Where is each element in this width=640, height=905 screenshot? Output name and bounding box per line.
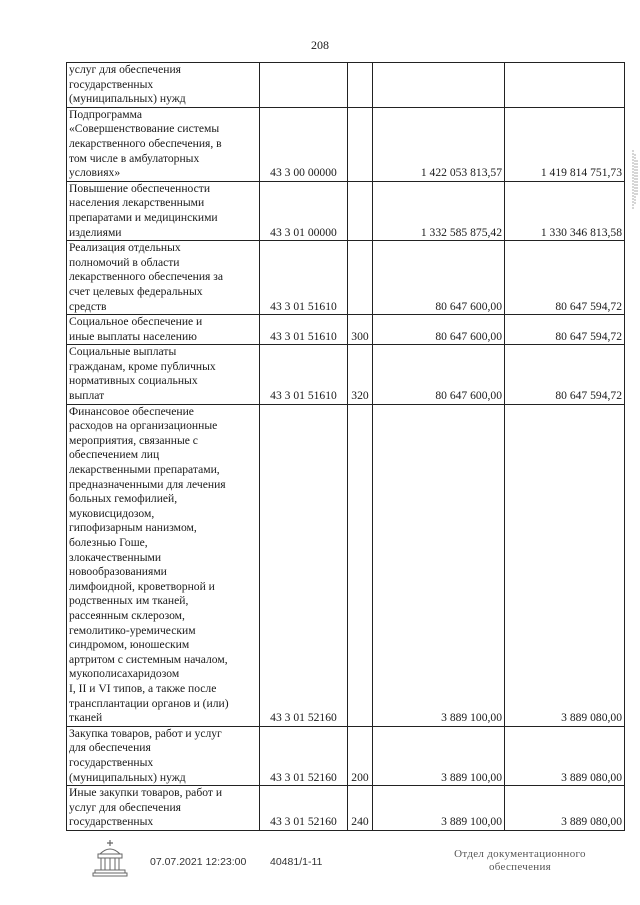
expense-type-code: 200 bbox=[351, 770, 369, 784]
budget-table bbox=[66, 62, 625, 831]
planned-amount-cell bbox=[373, 345, 505, 404]
expense-type-code-cell bbox=[348, 181, 373, 240]
planned-amount: 3 889 100,00 bbox=[441, 815, 502, 829]
expense-type-code: 240 bbox=[351, 815, 369, 829]
executed-amount: 80 647 594,72 bbox=[555, 329, 622, 343]
planned-amount: 80 647 600,00 bbox=[435, 329, 502, 343]
expense-name-cell bbox=[67, 241, 260, 315]
expense-name-cell bbox=[67, 63, 260, 108]
executed-amount: 3 889 080,00 bbox=[561, 770, 622, 784]
planned-amount: 80 647 600,00 bbox=[435, 299, 502, 313]
executed-amount-cell bbox=[505, 786, 625, 831]
executed-amount: 80 647 594,72 bbox=[555, 299, 622, 313]
target-article-code-cell bbox=[260, 345, 348, 404]
target-article-code-cell bbox=[260, 107, 348, 181]
planned-amount: 1 332 585 875,42 bbox=[420, 225, 502, 239]
executed-amount: 1 330 346 813,58 bbox=[540, 225, 622, 239]
expense-name-cell bbox=[67, 315, 260, 345]
table-row bbox=[67, 241, 625, 315]
target-article-code: 43 3 00 00000 bbox=[270, 166, 337, 180]
table-row bbox=[67, 345, 625, 404]
table-row bbox=[67, 63, 625, 108]
executed-amount-cell bbox=[505, 726, 625, 785]
expense-type-code-cell bbox=[348, 107, 373, 181]
planned-amount-cell bbox=[373, 404, 505, 726]
expense-name-cell bbox=[67, 404, 260, 726]
expense-name: Повышение обеспеченности населения лекарственными препаратами и медицинскими изделиями bbox=[69, 181, 218, 239]
expense-type-code-cell bbox=[348, 404, 373, 726]
executed-amount-cell bbox=[505, 404, 625, 726]
planned-amount-cell bbox=[373, 786, 505, 831]
expense-type-code: 320 bbox=[351, 389, 369, 403]
table-row bbox=[67, 107, 625, 181]
expense-name: Финансовое обеспечение расходов на организационные мероприятия, связанные с обеспечением лиц лекарственными препаратами, предназначенными для лечения больных гемофилией, муковисцидозом, гипофизарным нанизмом, болезнью Гоше, злокачественными новообразованиями лимфоидной, кроветворной и родственных им тканей, рассеянным склерозом, гемолитико-уремическим синдромом, юношеским артритом с системным началом, мукополисахаридозом I, II и VI типов, а также после трансплантации органов и (или) тканей bbox=[69, 404, 229, 725]
footer-date: 07.07.2021 12:23:00 bbox=[150, 856, 247, 868]
planned-amount: 3 889 100,00 bbox=[441, 770, 502, 784]
table-row bbox=[67, 786, 625, 831]
target-article-code-cell bbox=[260, 786, 348, 831]
target-article-code-cell bbox=[260, 241, 348, 315]
executed-amount-cell bbox=[505, 345, 625, 404]
target-article-code: 43 3 01 00000 bbox=[270, 225, 337, 239]
executed-amount: 1 419 814 751,73 bbox=[540, 166, 622, 180]
budget-table-body bbox=[67, 63, 625, 831]
expense-name: услуг для обеспечения государственных (муниципальных) нужд bbox=[69, 63, 186, 106]
executed-amount-cell bbox=[505, 181, 625, 240]
expense-type-code-cell bbox=[348, 786, 373, 831]
planned-amount: 80 647 600,00 bbox=[435, 389, 502, 403]
executed-amount: 3 889 080,00 bbox=[561, 815, 622, 829]
expense-name: Социальные выплаты гражданам, кроме публичных нормативных социальных выплат bbox=[69, 345, 216, 403]
target-article-code: 43 3 01 51610 bbox=[270, 299, 337, 313]
expense-type-code-cell bbox=[348, 63, 373, 108]
target-article-code: 43 3 01 51610 bbox=[270, 329, 337, 343]
footer-doc-number: 40481/1-11 bbox=[270, 856, 323, 868]
expense-name-cell bbox=[67, 181, 260, 240]
expense-name: Иные закупки товаров, работ и услуг для обеспечения государственных bbox=[69, 786, 223, 829]
planned-amount-cell bbox=[373, 726, 505, 785]
executed-amount-cell bbox=[505, 107, 625, 181]
target-article-code-cell bbox=[260, 726, 348, 785]
target-article-code: 43 3 01 51610 bbox=[270, 389, 337, 403]
planned-amount: 3 889 100,00 bbox=[441, 711, 502, 725]
table-row bbox=[67, 404, 625, 726]
expense-name-cell bbox=[67, 107, 260, 181]
expense-type-code-cell bbox=[348, 241, 373, 315]
planned-amount: 1 422 053 813,57 bbox=[420, 166, 502, 180]
emblem-icon bbox=[92, 838, 128, 878]
department-stamp bbox=[440, 848, 600, 874]
table-row bbox=[67, 726, 625, 785]
target-article-code-cell bbox=[260, 181, 348, 240]
department-stamp-text: Отдел документационного обеспечения bbox=[454, 848, 586, 873]
executed-amount: 3 889 080,00 bbox=[561, 711, 622, 725]
expense-name: Подпрограмма «Совершенствование системы лекарственного обеспечения, в том числе в амбулаторных условиях» bbox=[69, 107, 222, 180]
target-article-code: 43 3 01 52160 bbox=[270, 815, 337, 829]
table-row bbox=[67, 181, 625, 240]
planned-amount-cell bbox=[373, 181, 505, 240]
target-article-code-cell bbox=[260, 315, 348, 345]
target-article-code-cell bbox=[260, 404, 348, 726]
expense-name: Закупка товаров, работ и услуг для обеспечения государственных (муниципальных) нужд bbox=[69, 726, 222, 784]
expense-name-cell bbox=[67, 786, 260, 831]
planned-amount-cell bbox=[373, 63, 505, 108]
expense-name: Реализация отдельных полномочий в области лекарственного обеспечения за счет целевых федеральных средств bbox=[69, 241, 223, 313]
executed-amount-cell bbox=[505, 241, 625, 315]
scan-edge-marks bbox=[632, 150, 638, 210]
expense-name: Социальное обеспечение и иные выплаты населению bbox=[69, 315, 203, 343]
planned-amount-cell bbox=[373, 315, 505, 345]
executed-amount: 80 647 594,72 bbox=[555, 389, 622, 403]
expense-type-code-cell bbox=[348, 315, 373, 345]
expense-type-code-cell bbox=[348, 726, 373, 785]
executed-amount-cell bbox=[505, 315, 625, 345]
expense-name-cell bbox=[67, 345, 260, 404]
expense-name-cell bbox=[67, 726, 260, 785]
target-article-code: 43 3 01 52160 bbox=[270, 770, 337, 784]
planned-amount-cell bbox=[373, 107, 505, 181]
target-article-code-cell bbox=[260, 63, 348, 108]
expense-type-code-cell bbox=[348, 345, 373, 404]
planned-amount-cell bbox=[373, 241, 505, 315]
target-article-code: 43 3 01 52160 bbox=[270, 711, 337, 725]
table-row bbox=[67, 315, 625, 345]
expense-type-code: 300 bbox=[351, 329, 369, 343]
executed-amount-cell bbox=[505, 63, 625, 108]
page-number: 208 bbox=[311, 38, 329, 52]
